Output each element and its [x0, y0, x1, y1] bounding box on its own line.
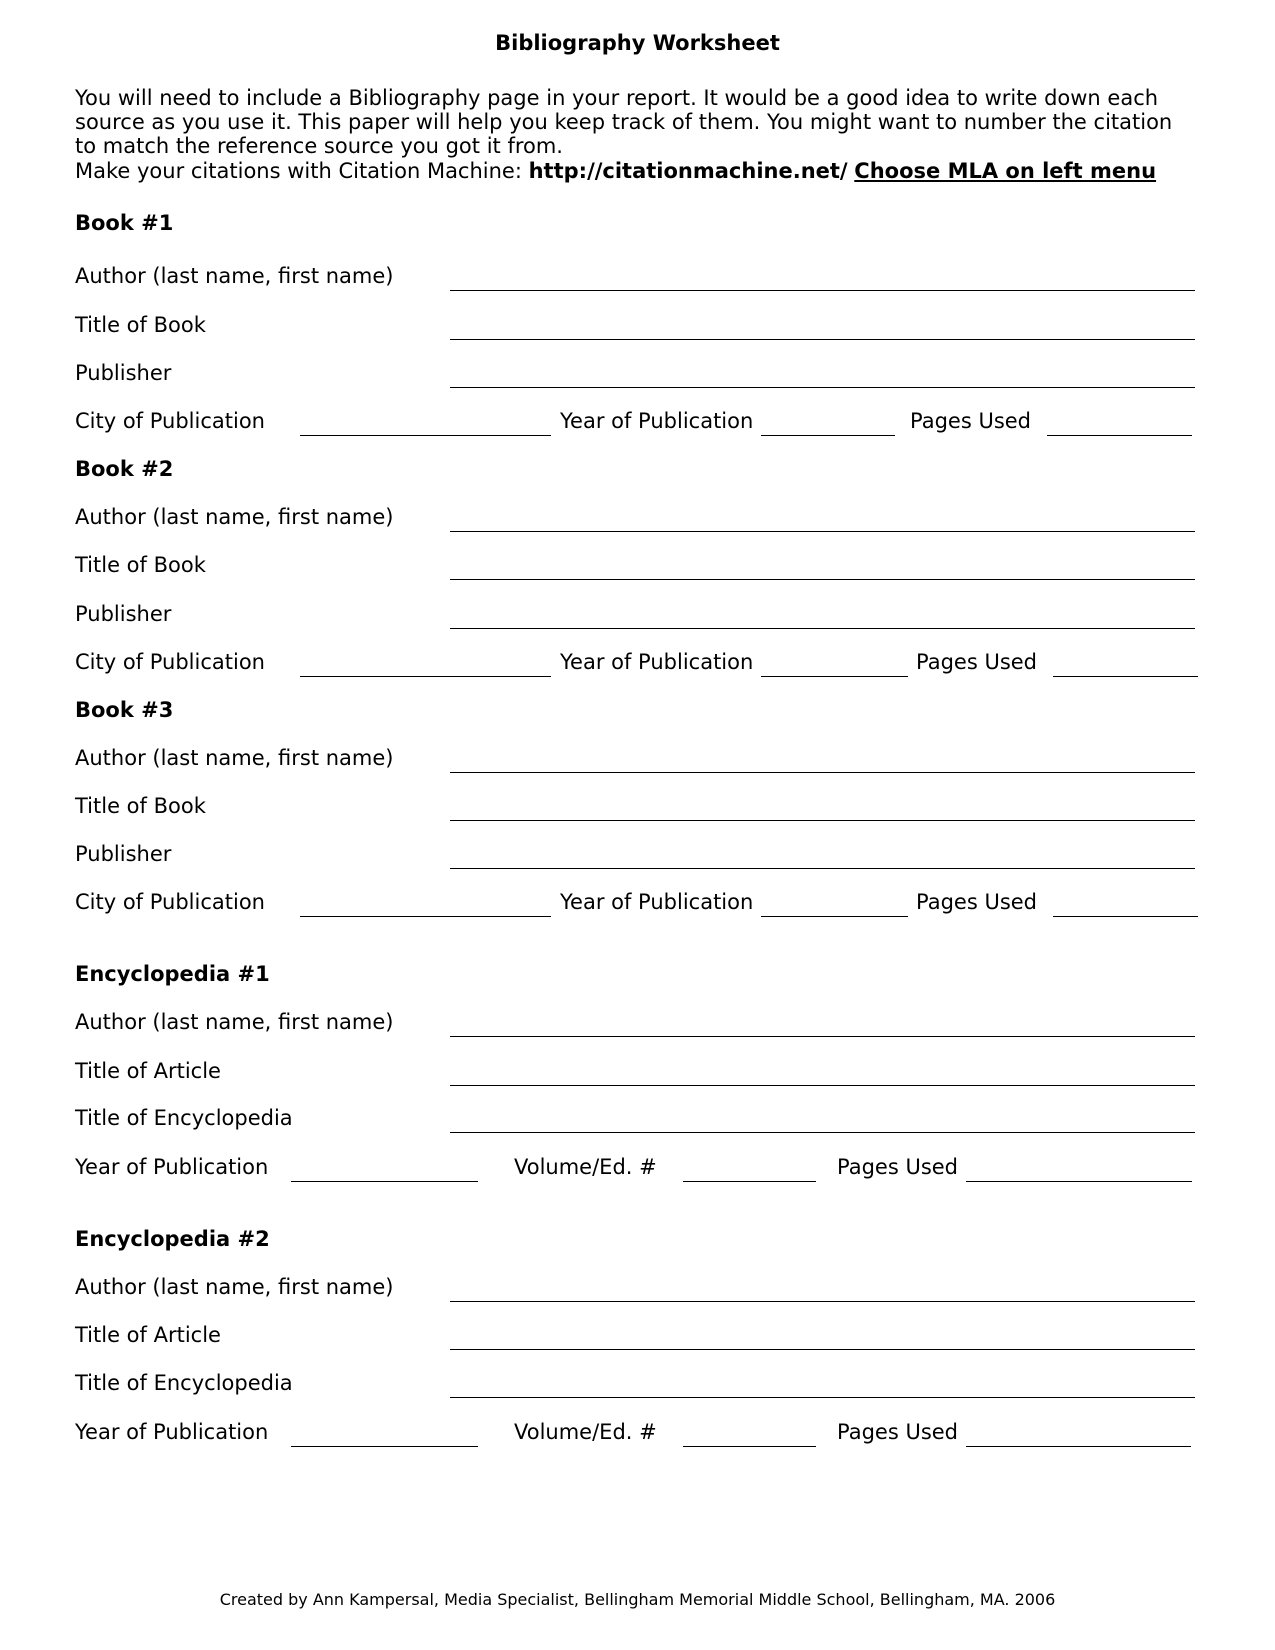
encyclopedia-2-heading: Encyclopedia #2 — [75, 1227, 270, 1251]
book-3-author-label: Author (last name, first name) — [75, 746, 394, 770]
encyclopedia-2-pages-label: Pages Used — [837, 1420, 959, 1444]
encyclopedia-2-author-field[interactable] — [450, 1301, 1195, 1302]
book-1-city-label: City of Publication — [75, 409, 265, 433]
book-2-title-field[interactable] — [450, 579, 1195, 580]
encyclopedia-2-author-label: Author (last name, first name) — [75, 1275, 394, 1299]
book-3-publisher-field[interactable] — [450, 868, 1195, 869]
encyclopedia-2-article-field[interactable] — [450, 1349, 1195, 1350]
book-3-city-label: City of Publication — [75, 890, 265, 914]
encyclopedia-1-article-label: Title of Article — [75, 1059, 221, 1083]
book-2-year-label: Year of Publication — [560, 650, 754, 674]
book-1-publisher-field[interactable] — [450, 387, 1195, 388]
intro-line-2: source as you use it. This paper will help you keep track of them. You might want to number the citation — [75, 110, 1173, 134]
book-1-publisher-label: Publisher — [75, 361, 172, 385]
book-3-pages-field[interactable] — [1053, 916, 1198, 917]
intro-line-3: to match the reference source you got it from. — [75, 134, 563, 158]
book-1-city-field[interactable] — [300, 435, 551, 436]
book-3-heading: Book #3 — [75, 698, 174, 722]
book-3-title-label: Title of Book — [75, 794, 206, 818]
encyclopedia-1-author-label: Author (last name, first name) — [75, 1010, 394, 1034]
encyclopedia-2-encyclopedia-field[interactable] — [450, 1397, 1195, 1398]
book-3-year-field[interactable] — [761, 916, 908, 917]
intro-citation-prefix: Make your citations with Citation Machine: — [75, 159, 529, 183]
encyclopedia-2-year-label: Year of Publication — [75, 1420, 269, 1444]
encyclopedia-2-year-field[interactable] — [291, 1446, 478, 1447]
encyclopedia-1-author-field[interactable] — [450, 1036, 1195, 1037]
book-3-pages-label: Pages Used — [916, 890, 1038, 914]
book-2-pages-field[interactable] — [1053, 676, 1198, 677]
book-3-author-field[interactable] — [450, 772, 1195, 773]
book-2-city-label: City of Publication — [75, 650, 265, 674]
book-2-year-field[interactable] — [761, 676, 908, 677]
book-2-city-field[interactable] — [300, 676, 551, 677]
book-1-year-field[interactable] — [761, 435, 895, 436]
book-3-publisher-label: Publisher — [75, 842, 172, 866]
encyclopedia-1-article-field[interactable] — [450, 1085, 1195, 1086]
book-2-heading: Book #2 — [75, 457, 174, 481]
encyclopedia-2-article-label: Title of Article — [75, 1323, 221, 1347]
book-3-year-label: Year of Publication — [560, 890, 754, 914]
mla-instruction: Choose MLA on left menu — [854, 159, 1157, 183]
book-1-pages-label: Pages Used — [910, 409, 1032, 433]
encyclopedia-2-volume-field[interactable] — [683, 1446, 816, 1447]
encyclopedia-1-year-label: Year of Publication — [75, 1155, 269, 1179]
book-1-author-label: Author (last name, first name) — [75, 264, 394, 288]
encyclopedia-2-encyclopedia-label: Title of Encyclopedia — [75, 1371, 293, 1395]
intro-line-4 — [75, 161, 1156, 182]
book-2-publisher-label: Publisher — [75, 602, 172, 626]
book-3-title-field[interactable] — [450, 820, 1195, 821]
encyclopedia-1-volume-label: Volume/Ed. # — [514, 1155, 657, 1179]
encyclopedia-1-year-field[interactable] — [291, 1181, 478, 1182]
encyclopedia-1-heading: Encyclopedia #1 — [75, 962, 270, 986]
encyclopedia-1-pages-label: Pages Used — [837, 1155, 959, 1179]
encyclopedia-2-volume-label: Volume/Ed. # — [514, 1420, 657, 1444]
encyclopedia-1-pages-field[interactable] — [966, 1181, 1192, 1182]
encyclopedia-1-encyclopedia-label: Title of Encyclopedia — [75, 1106, 293, 1130]
footer-credit: Created by Ann Kampersal, Media Specialist, Bellingham Memorial Middle School, Bellingham, MA. 2006 — [219, 1590, 1056, 1609]
intro-line-1: You will need to include a Bibliography page in your report. It would be a good idea to write down each — [75, 86, 1159, 110]
book-2-author-field[interactable] — [450, 531, 1195, 532]
book-2-publisher-field[interactable] — [450, 628, 1195, 629]
encyclopedia-2-pages-field[interactable] — [966, 1446, 1191, 1447]
book-2-title-label: Title of Book — [75, 553, 206, 577]
book-1-year-label: Year of Publication — [560, 409, 754, 433]
citation-machine-link[interactable]: http://citationmachine.net/ — [528, 159, 848, 183]
book-2-pages-label: Pages Used — [916, 650, 1038, 674]
book-1-heading: Book #1 — [75, 211, 174, 235]
book-1-pages-field[interactable] — [1047, 435, 1192, 436]
encyclopedia-1-encyclopedia-field[interactable] — [450, 1132, 1195, 1133]
book-1-title-field[interactable] — [450, 339, 1195, 340]
book-1-title-label: Title of Book — [75, 313, 206, 337]
book-3-city-field[interactable] — [300, 916, 551, 917]
encyclopedia-1-volume-field[interactable] — [683, 1181, 816, 1182]
book-1-author-field[interactable] — [450, 290, 1195, 291]
book-2-author-label: Author (last name, first name) — [75, 505, 394, 529]
page-title: Bibliography Worksheet — [495, 31, 780, 55]
